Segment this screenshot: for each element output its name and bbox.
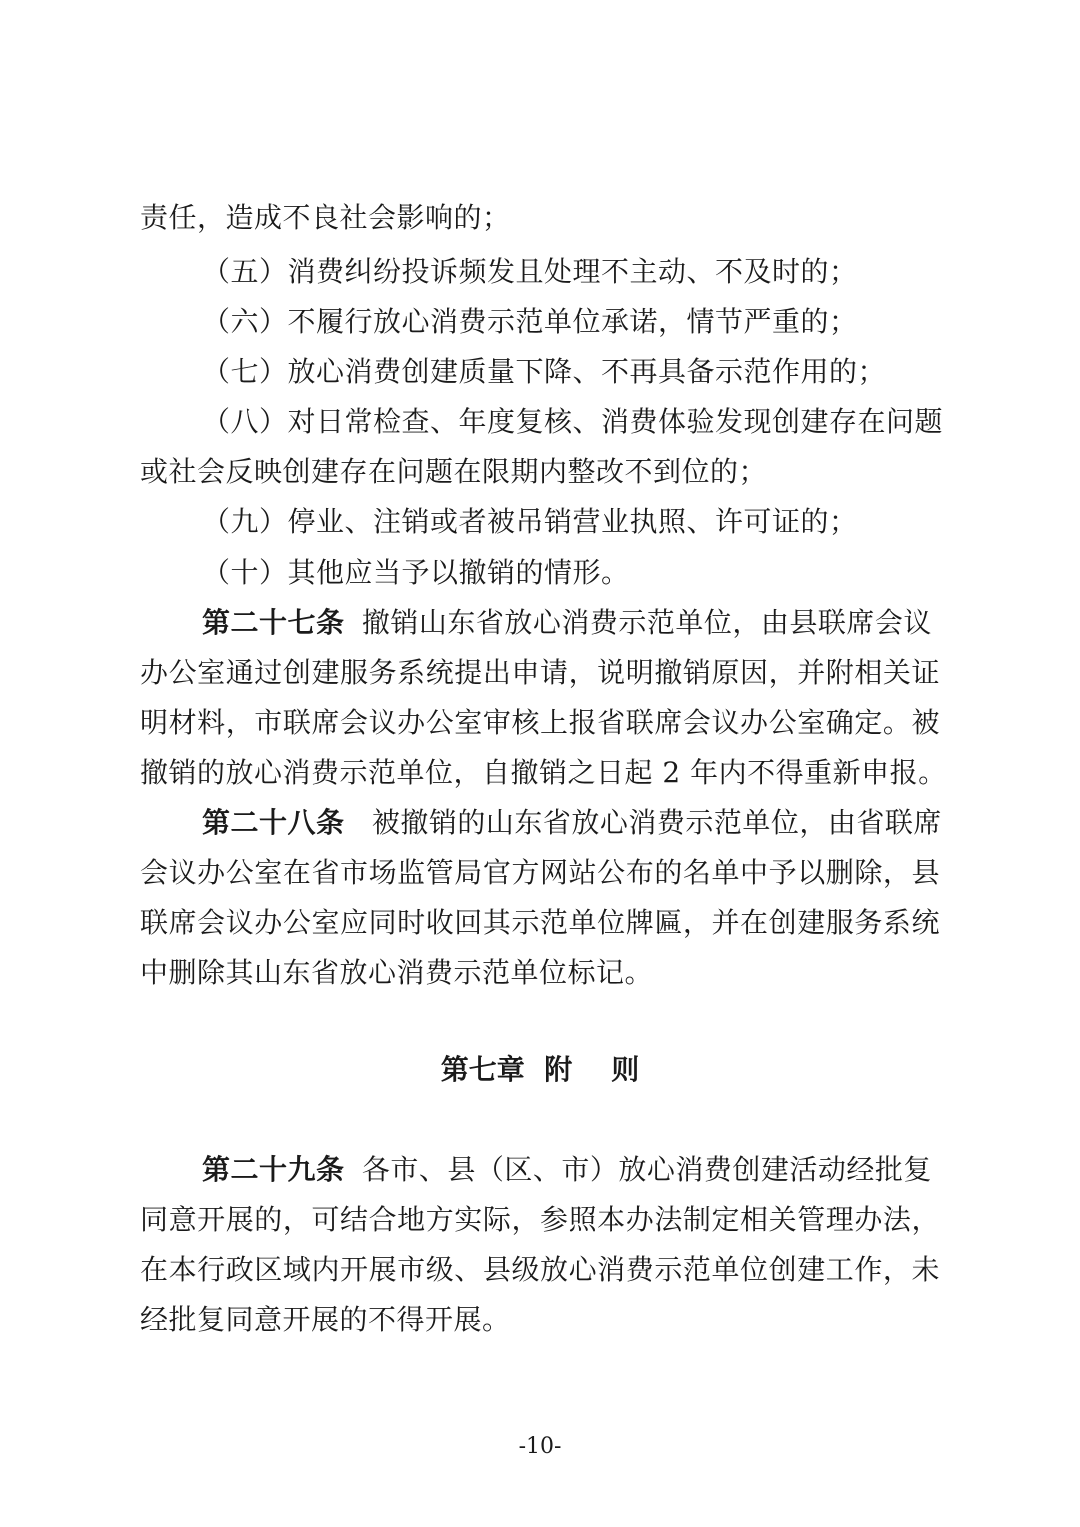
article-27-heading: 第二十七条 xyxy=(202,606,345,639)
chapter-heading: 第七章 附 则 xyxy=(440,1053,640,1086)
article-29-first-line xyxy=(202,1150,942,1190)
article-29-text: 各市、县（区、市）放心消费创建活动经批复 xyxy=(361,1153,932,1186)
list-item-10: （十）其他应当予以撤销的情形。 xyxy=(202,556,630,589)
text-line-continuation: 责任，造成不良社会影响的； xyxy=(140,201,511,234)
article-27-line-2: 办公室通过创建服务系统提出申请，说明撤销原因，并附相关证 xyxy=(140,656,940,689)
article-28-text: 被撤销的山东省放心消费示范单位，由省联席 xyxy=(371,806,942,839)
article-27-first-line xyxy=(202,603,942,643)
article-28-line-2: 会议办公室在省市场监管局官方网站公布的名单中予以删除，县 xyxy=(140,856,940,889)
article-27-line-3: 明材料，市联席会议办公室审核上报省联席会议办公室确定。被 xyxy=(140,706,940,739)
article-27-text: 撤销山东省放心消费示范单位，由县联席会议 xyxy=(361,606,932,639)
article-29-heading: 第二十九条 xyxy=(202,1153,345,1186)
list-item-8: （八）对日常检查、年度复核、消费体验发现创建存在问题 xyxy=(202,405,944,438)
article-28-heading: 第二十八条 xyxy=(202,806,345,839)
article-27-line-4: 撤销的放心消费示范单位，自撤销之日起 2 年内不得重新申报。 xyxy=(140,756,947,789)
list-item-8-continuation: 或社会反映创建存在问题在限期内整改不到位的； xyxy=(140,455,768,488)
list-item-6: （六）不履行放心消费示范单位承诺，情节严重的； xyxy=(202,305,858,338)
list-item-7: （七）放心消费创建质量下降、不再具备示范作用的； xyxy=(202,355,887,388)
article-29-line-2: 同意开展的，可结合地方实际，参照本办法制定相关管理办法， xyxy=(140,1203,940,1236)
article-28-line-3: 联席会议办公室应同时收回其示范单位牌匾，并在创建服务系统 xyxy=(140,906,940,939)
list-item-9: （九）停业、注销或者被吊销营业执照、许可证的； xyxy=(202,505,858,538)
article-29-line-3: 在本行政区域内开展市级、县级放心消费示范单位创建工作，未 xyxy=(140,1253,940,1286)
list-item-5: （五）消费纠纷投诉频发且处理不主动、不及时的； xyxy=(202,255,858,288)
article-29-line-4: 经批复同意开展的不得开展。 xyxy=(140,1303,511,1336)
article-28-line-4: 中删除其山东省放心消费示范单位标记。 xyxy=(140,956,654,989)
article-28-first-line xyxy=(202,803,942,843)
page-number: -10- xyxy=(518,1434,562,1459)
